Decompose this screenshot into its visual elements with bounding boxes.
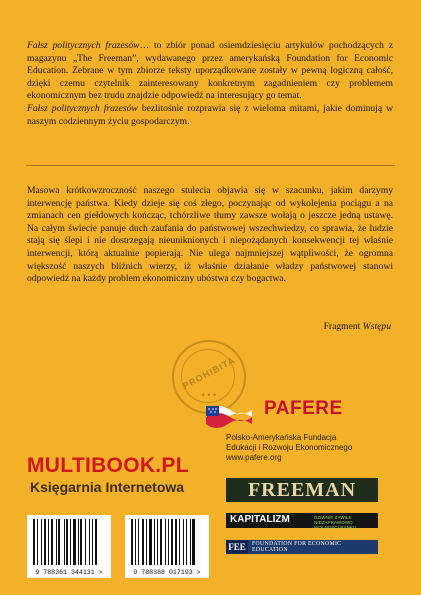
pafere-description (226, 433, 406, 464)
pafere-line-2: Edukacji i Rozwoju Ekonomicznego (226, 443, 353, 453)
barcode-digits: 9 788361 344131 > (35, 569, 103, 576)
barcode-bar (175, 519, 178, 565)
barcode-bar (183, 519, 184, 565)
barcode-bar (85, 519, 86, 565)
pafere-logo-text: PAFERE (264, 398, 343, 419)
barcode-bar (160, 519, 162, 565)
barcode-bar (80, 519, 82, 565)
multibook-tagline: Księgarnia Internetowa (30, 479, 185, 495)
barcode-bar (58, 519, 60, 565)
kapitalizm-logo (226, 513, 378, 528)
barcode-bar (165, 519, 166, 565)
barcode-bar (138, 519, 139, 565)
barcode-bar (146, 519, 147, 565)
multibook-logo: MULTIBOOK.PL (27, 454, 189, 477)
pafere-flag-icon (204, 402, 254, 428)
freeman-logo: FREEMAN (226, 478, 378, 502)
barcode-bar (41, 519, 42, 565)
kapitalizm-name: KAPITALIZM (230, 514, 290, 525)
barcode-bar (135, 519, 136, 565)
barcode-bar (56, 519, 57, 565)
fee-logo (226, 540, 378, 554)
barcode-bars (33, 519, 105, 565)
barcode-bar (33, 519, 35, 565)
barcode-bar (157, 519, 158, 565)
intro-text-2: bezlitośnie rozprawia się z wieloma mitami, jakie dominują w naszym codziennym życiu gospodarczym. (27, 102, 393, 127)
pafere-website: www.pafere.org (226, 453, 282, 463)
barcode-bar (92, 519, 94, 565)
section-divider (26, 165, 395, 166)
excerpt-paragraph: Masowa krótkowzroczność naszego stulecia objawia się w szacunku, jakim darzymy interwencję państwa. Kiedy dzieje się coś złego, poczynając od wykolejenia pociągu a na zmianach cen giełdowych kończąc, tchórzliwe tłumy zawsze wołają o jeszcze jedną ustawę. Na całym świecie panuje duch zaufania do państwowej wszechwiedzy, co sprawia, że ludzie stają się ślepi i nie dostrzegają nieuniknionych i niepożądanych konsekwencji tej właśnie interwencji, którą aktualnie popierają. Nie ulega najmniejszej wątpliwości, że ogromna większość naszych bliźnich wierzy, iż właśnie działanie władzy państwowej stanowi odpowiedź na każdy problem ekonomiczny ubóstwa czy bogactwa. (27, 185, 393, 285)
book-title-italic-2: Fałsz politycznych frazesów (27, 102, 138, 114)
barcode-digits: 9 788388 017193 > (133, 569, 201, 576)
barcode-bar (89, 519, 90, 565)
fragment-label: Fragment (323, 321, 363, 332)
book-title-italic: Fałsz politycznych frazesów (27, 40, 140, 51)
isbn-barcode-1 (27, 515, 111, 578)
intro-text: … to zbiór ponad osiemdziesięciu artykułów pochodzących z magazynu „The Freeman”, wydawanego przez amerykańską Foundation for Economic Education. Zebrane w tym zbiorze teksty uporządkowane zostały w pewną logiczną całość, dzięki czemu czytelnik zainteresowany konkretnym zagadnieniem czy problemem ekonomicznym bez trudu znajdzie odpowiedź na interesujący go temat. (27, 40, 394, 102)
excerpt-attribution (324, 321, 391, 332)
barcode-bar (70, 519, 71, 565)
barcode-bar (73, 519, 76, 565)
barcode-bar (142, 519, 144, 565)
barcode-bar (190, 519, 191, 565)
fragment-source: Wstępu (362, 321, 391, 332)
stamp-dots: • • • (201, 390, 217, 400)
barcode-bar (78, 519, 79, 565)
barcode-bar (64, 519, 65, 565)
barcode-bar (37, 519, 38, 565)
fee-abbreviation: FEE (226, 540, 248, 554)
kapitalizm-tagline: DZIWNIE ZAWIŁE NIEZAPRAWOWO WOLNOŚCI RYNKU (314, 515, 357, 530)
barcode-bar (192, 519, 195, 565)
barcode-bars (131, 519, 203, 565)
barcode-bar (44, 519, 46, 565)
barcode-bar (154, 519, 155, 565)
barcode-bar (95, 519, 97, 565)
fee-full-name: FOUNDATION FOR ECONOMIC EDUCATION (252, 541, 342, 554)
intro-paragraph (27, 40, 393, 128)
isbn-barcode-2 (125, 515, 209, 578)
barcode-bar (131, 519, 133, 565)
barcode-bar (186, 519, 187, 565)
barcode-bar (149, 519, 152, 565)
barcode-bar (48, 519, 49, 565)
barcode-bar (179, 519, 180, 565)
stamp-text: PROHIBITA (181, 355, 237, 391)
barcode-bar (66, 519, 68, 565)
barcode-bar (171, 519, 173, 565)
barcode-bar (168, 519, 169, 565)
pafere-line-1: Polsko-Amerykańska Fundacja (226, 433, 337, 442)
barcode-bar (51, 519, 54, 565)
